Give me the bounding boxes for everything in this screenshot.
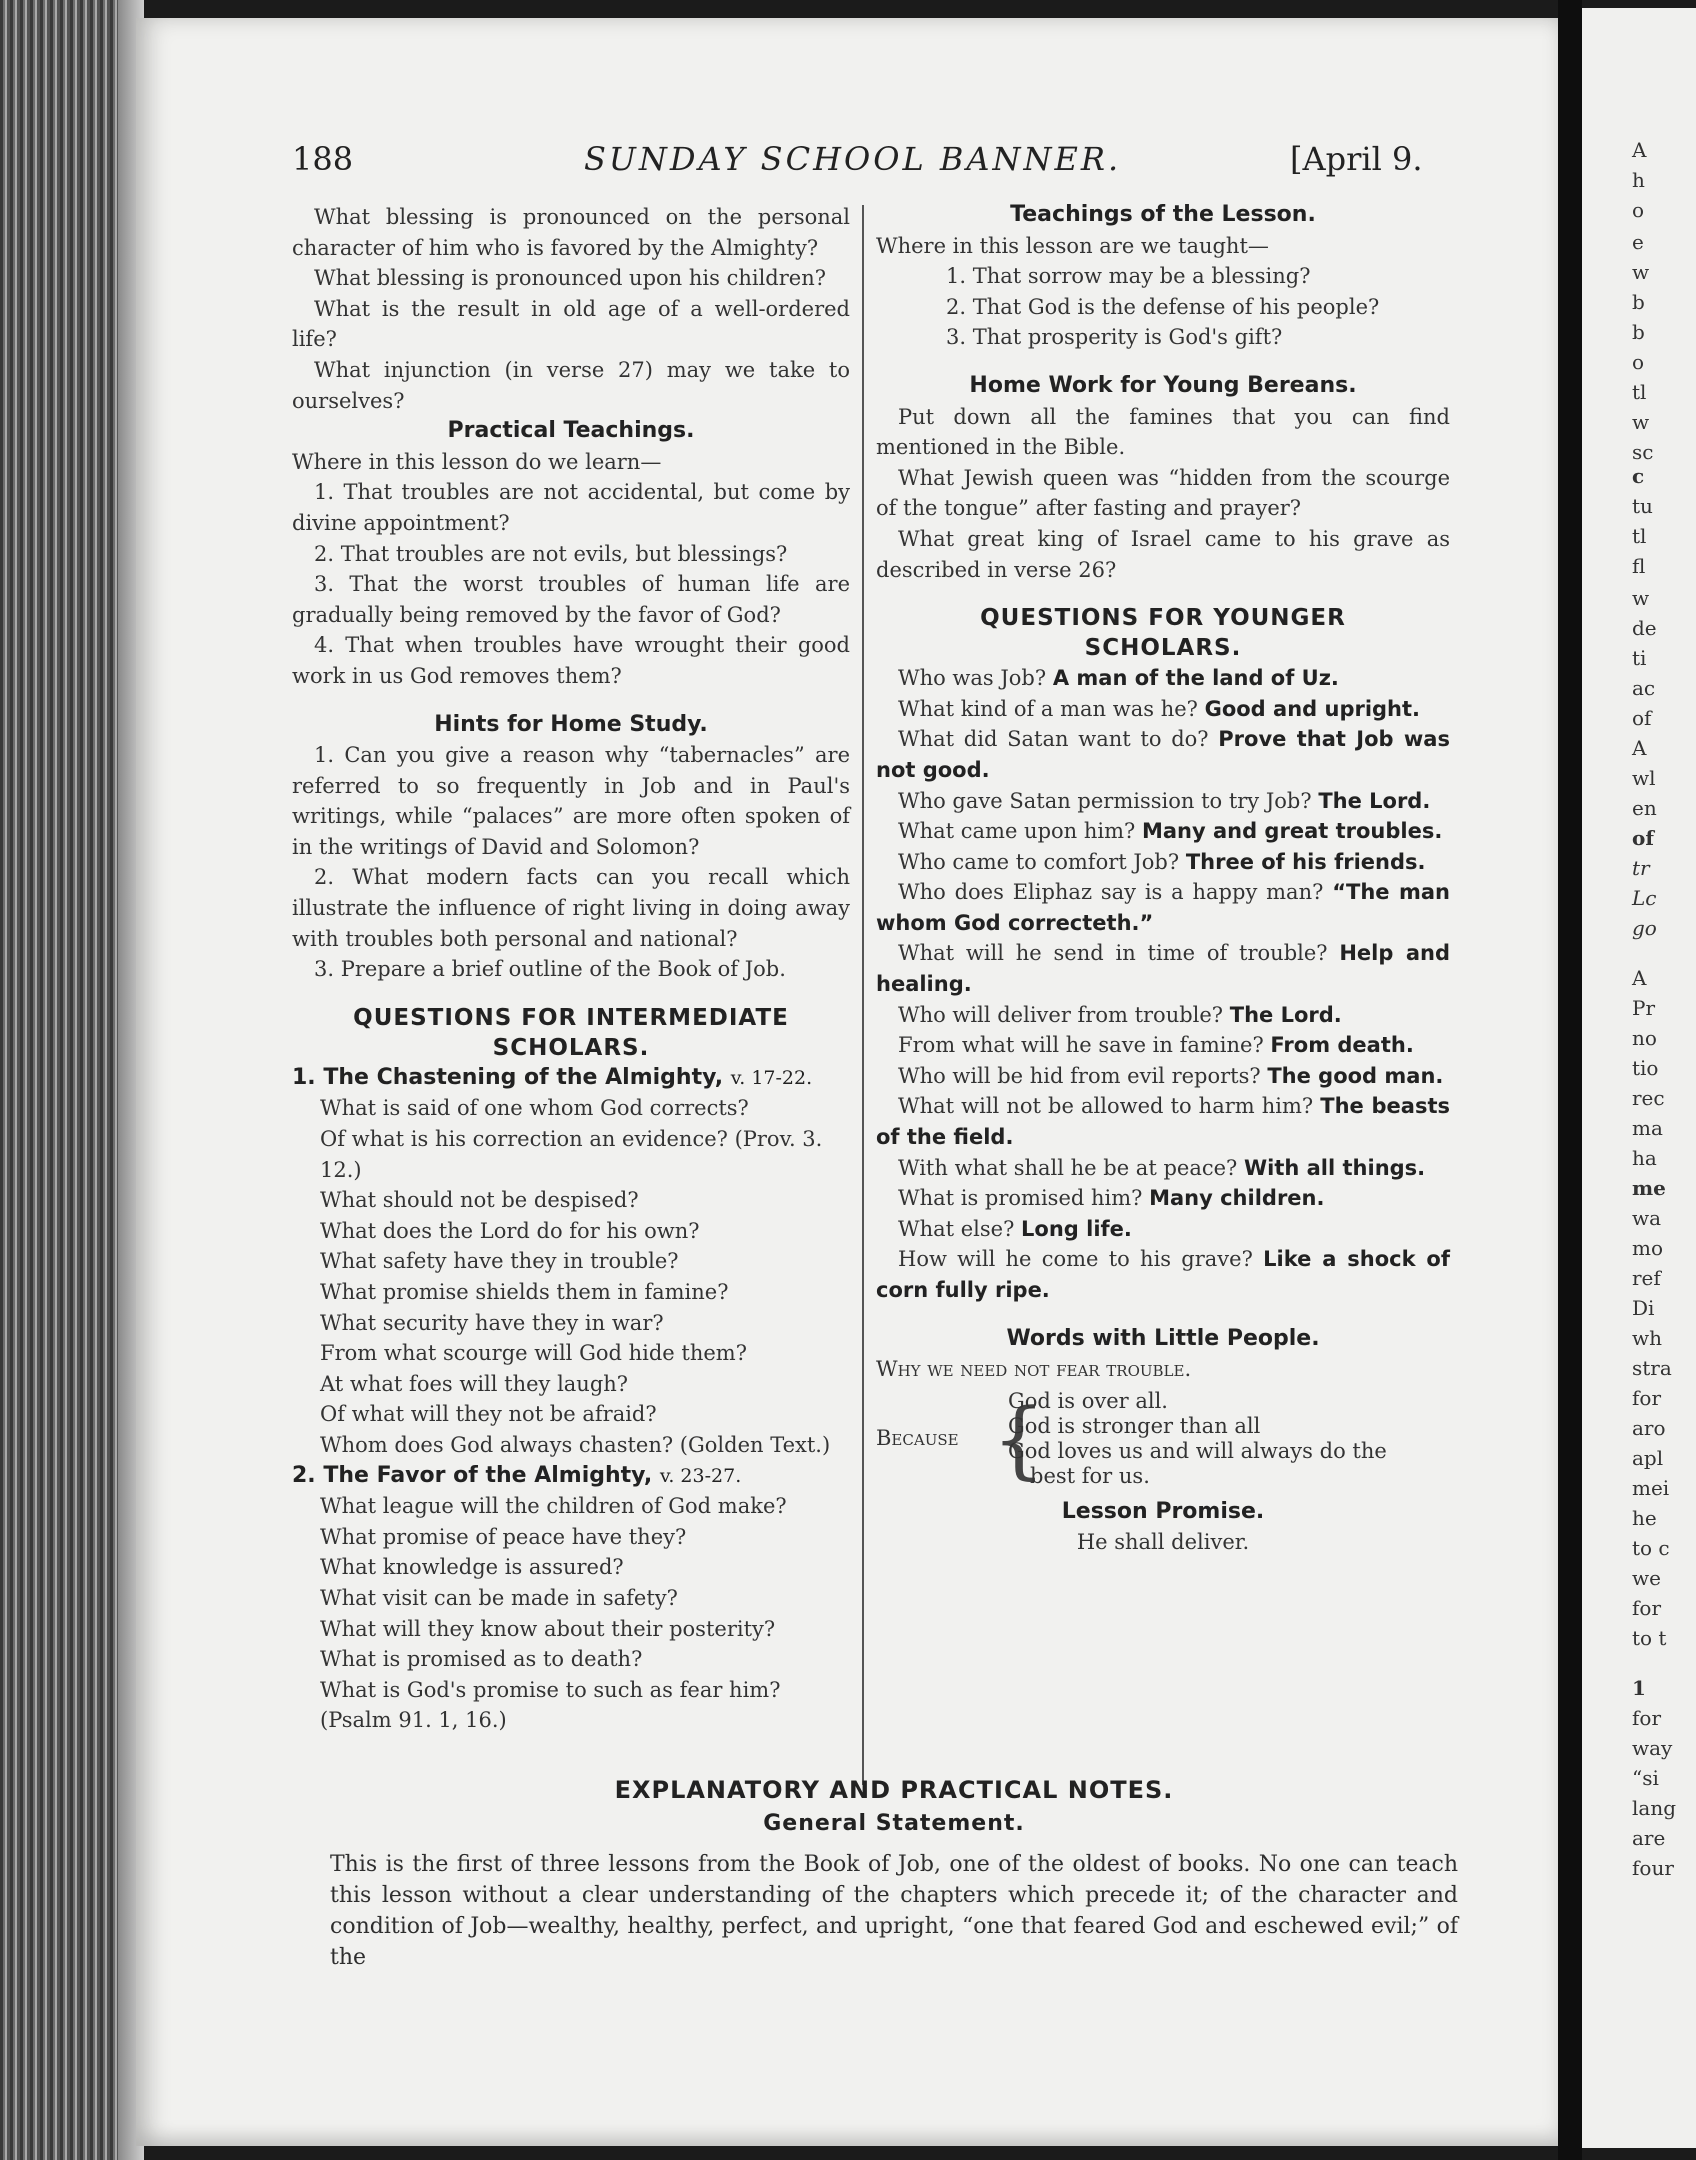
little-people-subhead: Why we need not fear trouble. xyxy=(876,1357,1192,1382)
younger-qa-item xyxy=(876,1091,1450,1152)
adjacent-page-fragment: b xyxy=(1632,290,1645,314)
notes-heading: EXPLANATORY AND PRACTICAL NOTES. xyxy=(614,1776,1174,1804)
adjacent-page-fragment: tu xyxy=(1632,494,1653,518)
because-reasons xyxy=(1008,1389,1450,1489)
adjacent-page-fragment: o xyxy=(1632,198,1645,222)
question-text: What is the result in old age of a well-ordered life? xyxy=(292,296,850,352)
practical-item: 2. That troubles are not evils, but blessings? xyxy=(314,541,788,566)
teachings-heading: Teachings of the Lesson. xyxy=(1010,202,1316,227)
adjacent-page-fragment: of xyxy=(1632,826,1654,850)
younger-answer: A man of the land of Uz. xyxy=(1052,666,1339,691)
younger-qa-item xyxy=(876,1000,1450,1031)
little-people-heading: Words with Little People. xyxy=(1006,1325,1320,1351)
intermediate-question: From what scourge will God hide them? xyxy=(320,1341,747,1366)
younger-question: How will he come to his grave? xyxy=(898,1247,1253,1272)
adjacent-page-fragment: mo xyxy=(1632,1236,1664,1260)
younger-qa-item xyxy=(876,1153,1450,1184)
younger-heading-line1: QUESTIONS FOR YOUNGER xyxy=(980,605,1346,632)
adjacent-page-fragment: ti xyxy=(1632,646,1647,670)
teachings-item: 1. That sorrow may be a blessing? xyxy=(946,264,1311,289)
younger-qa-item xyxy=(876,694,1450,725)
practical-item: 4. That when troubles have wrought their good work in us God removes them? xyxy=(292,633,850,688)
younger-answer: Many and great troubles. xyxy=(1141,819,1443,844)
practical-teachings-heading: Practical Teachings. xyxy=(447,418,695,444)
younger-qa-item xyxy=(876,877,1450,938)
adjacent-page-fragment: me xyxy=(1632,1176,1666,1200)
adjacent-page-fragment: for xyxy=(1632,1386,1662,1410)
intermediate-question: What promise of peace have they? xyxy=(320,1524,687,1549)
section1-ref: v. 17-22. xyxy=(730,1066,813,1089)
adjacent-page-fragment: wh xyxy=(1632,1326,1662,1350)
question-text: What injunction (in verse 27) may we take to ourselves? xyxy=(292,357,850,413)
intermediate-question: What promise shields them in famine? xyxy=(320,1280,729,1304)
younger-qa-item xyxy=(876,1183,1450,1214)
intermediate-question: What knowledge is assured? xyxy=(320,1555,624,1580)
lesson-promise-heading: Lesson Promise. xyxy=(1061,1498,1265,1524)
intermediate-heading-line2: SCHOLARS. xyxy=(492,1034,650,1061)
adjacent-page-fragment: go xyxy=(1632,916,1657,940)
younger-answer: Three of his friends. xyxy=(1185,849,1426,874)
intermediate-heading xyxy=(292,1003,850,1063)
adjacent-page-fragment: are xyxy=(1632,1826,1666,1850)
left-column xyxy=(292,202,850,1736)
adjacent-page-fragment: ac xyxy=(1632,676,1656,700)
intermediate-question: Of what is his correction an evidence? (Prov. 3. 12.) xyxy=(320,1127,823,1182)
because-label: Because xyxy=(876,1425,959,1450)
adjacent-page-fragment: tr xyxy=(1632,856,1650,880)
page-date: [April 9. xyxy=(1290,140,1423,178)
teachings-lead: Where in this lesson are we taught— xyxy=(876,233,1269,258)
question-text: What blessing is pronounced upon his children? xyxy=(314,266,826,291)
younger-question: Who will be hid from evil reports? xyxy=(898,1063,1261,1088)
section1-title-text: 1. The Chastening of the Almighty, xyxy=(292,1064,724,1090)
adjacent-page-fragment: we xyxy=(1632,1566,1661,1590)
younger-answer: Many children. xyxy=(1149,1186,1325,1211)
adjacent-page-fragment: of xyxy=(1632,706,1652,730)
hint-item: 1. Can you give a reason why “tabernacles” are referred to so frequently in Job and in Paul's writings, while “palaces” are more often spoken of in the writings of David and Solomon? xyxy=(292,743,850,859)
adjacent-page-fragment: wa xyxy=(1632,1206,1662,1230)
adjacent-page-fragment: mei xyxy=(1632,1476,1670,1500)
younger-question: Who will deliver from trouble? xyxy=(898,1002,1224,1027)
younger-qa-item xyxy=(876,1030,1450,1061)
section2-title xyxy=(292,1461,850,1492)
younger-heading-line2: SCHOLARS. xyxy=(1084,635,1242,662)
younger-question: Who does Eliphaz say is a happy man? xyxy=(898,880,1324,905)
intermediate-question: Of what will they not be afraid? xyxy=(320,1402,657,1427)
younger-qa-item xyxy=(876,724,1450,785)
intermediate-question: What safety have they in trouble? xyxy=(320,1249,679,1274)
younger-question: What came upon him? xyxy=(898,819,1136,844)
section2-title-text: 2. The Favor of the Almighty, xyxy=(292,1462,653,1488)
hint-item: 3. Prepare a brief outline of the Book of Job. xyxy=(314,957,786,982)
intermediate-question: Whom does God always chasten? (Golden Text.) xyxy=(320,1432,831,1457)
because-block xyxy=(876,1389,1450,1497)
younger-answer: The Lord. xyxy=(1318,788,1431,813)
hint-item: 2. What modern facts can you recall which illustrate the influence of right living in doing away with troubles both personal and national? xyxy=(292,865,850,951)
homework-heading: Home Work for Young Bereans. xyxy=(969,372,1357,398)
adjacent-page-fragment: Lc xyxy=(1632,886,1657,910)
adjacent-page-fragment: tl xyxy=(1632,380,1647,404)
intermediate-heading-line1: QUESTIONS FOR INTERMEDIATE xyxy=(353,1004,789,1031)
practical-lead: Where in this lesson do we learn— xyxy=(292,449,662,474)
section2-ref: v. 23-27. xyxy=(659,1464,742,1487)
notes-section xyxy=(330,1775,1458,1973)
adjacent-page-fragment: stra xyxy=(1632,1356,1672,1380)
reason-line: God is stronger than all xyxy=(1008,1413,1261,1438)
younger-answer: The beasts of the field. xyxy=(876,1094,1450,1150)
practical-item: 3. That the worst troubles of human life are gradually being removed by the favor of God? xyxy=(292,572,850,627)
adjacent-page-fragment: w xyxy=(1632,410,1650,434)
adjacent-page-fragment: en xyxy=(1632,796,1657,820)
page-gutter xyxy=(1558,0,1582,2160)
question-text: What blessing is pronounced on the personal character of him who is favored by the Almighty? xyxy=(292,205,850,260)
younger-answer: The good man. xyxy=(1267,1063,1444,1088)
reason-line: God loves us and will always do the xyxy=(1008,1438,1387,1463)
younger-question: What is promised him? xyxy=(898,1186,1143,1211)
adjacent-page-fragment: to c xyxy=(1632,1536,1670,1560)
adjacent-page-fragment: he xyxy=(1632,1506,1657,1530)
homework-item: What great king of Israel came to his grave as described in verse 26? xyxy=(876,526,1450,582)
adjacent-page-fragment: “si xyxy=(1632,1766,1659,1790)
adjacent-page-fragment: b xyxy=(1632,320,1645,344)
adjacent-page-fragment: for xyxy=(1632,1706,1662,1730)
adjacent-page-fragment: o xyxy=(1632,350,1645,374)
homework-item: What Jewish queen was “hidden from the scourge of the tongue” after fasting and prayer? xyxy=(876,465,1450,521)
intermediate-question: What should not be despised? xyxy=(320,1188,639,1213)
younger-answer: From death. xyxy=(1270,1033,1414,1058)
younger-answer: With all things. xyxy=(1243,1155,1426,1180)
reason-line: God is over all. xyxy=(1008,1388,1168,1413)
section1-title xyxy=(292,1063,850,1094)
adjacent-page-fragment: w xyxy=(1632,260,1650,284)
teachings-item: 3. That prosperity is God's gift? xyxy=(946,325,1283,350)
younger-answer: “The man whom God correcteth.” xyxy=(876,880,1450,935)
brace-icon: { xyxy=(992,1389,1046,1488)
reason-line: best for us. xyxy=(1030,1463,1150,1488)
younger-qa-item xyxy=(876,1244,1450,1305)
younger-answer: Like a shock of corn fully ripe. xyxy=(876,1247,1450,1302)
younger-qa-item xyxy=(876,816,1450,847)
younger-qa-item xyxy=(876,786,1450,817)
adjacent-page-fragment: ma xyxy=(1632,1116,1663,1140)
column-divider xyxy=(862,205,864,1785)
adjacent-page-fragment: c xyxy=(1632,464,1645,488)
adjacent-page-fragment: tio xyxy=(1632,1056,1659,1080)
adjacent-page-fragment: A xyxy=(1632,736,1647,760)
younger-question: What else? xyxy=(898,1216,1015,1241)
adjacent-page-fragment: for xyxy=(1632,1596,1662,1620)
hints-heading: Hints for Home Study. xyxy=(434,711,708,737)
running-title: SUNDAY SCHOOL BANNER. xyxy=(584,140,1122,178)
younger-question: Who gave Satan permission to try Job? xyxy=(898,788,1312,813)
intermediate-question: What security have they in war? xyxy=(320,1310,664,1335)
younger-question: Who came to comfort Job? xyxy=(898,849,1180,874)
adjacent-page-fragment: apl xyxy=(1632,1446,1664,1470)
adjacent-page-fragment: wl xyxy=(1632,766,1656,790)
page-number: 188 xyxy=(292,140,354,178)
younger-question: What will he send in time of trouble? xyxy=(898,941,1328,966)
adjacent-page-fragment: to t xyxy=(1632,1626,1667,1650)
younger-question: From what will he save in famine? xyxy=(898,1033,1264,1058)
adjacent-page-fragment: tl xyxy=(1632,524,1647,548)
intermediate-question: What visit can be made in safety? xyxy=(320,1585,678,1610)
adjacent-page-fragment: de xyxy=(1632,616,1657,640)
younger-answer: Good and upright. xyxy=(1204,696,1421,721)
younger-question: With what shall he be at peace? xyxy=(898,1155,1238,1180)
adjacent-page-fragment: lang xyxy=(1632,1796,1677,1820)
adjacent-page-fragment: way xyxy=(1632,1736,1673,1760)
younger-question: Who was Job? xyxy=(898,666,1047,691)
general-statement-heading: General Statement. xyxy=(763,1811,1025,1836)
younger-question: What will not be allowed to harm him? xyxy=(898,1094,1314,1119)
intermediate-question: What will they know about their posterity? xyxy=(320,1616,776,1641)
intermediate-question: What is God's promise to such as fear him? (Psalm 91. 1, 16.) xyxy=(320,1677,781,1733)
adjacent-page-fragment: Pr xyxy=(1632,996,1656,1020)
adjacent-page-fragment: four xyxy=(1632,1856,1674,1880)
younger-answer: Help and healing. xyxy=(876,941,1450,997)
younger-question: What did Satan want to do? xyxy=(898,727,1209,752)
adjacent-page-fragment: ha xyxy=(1632,1146,1657,1170)
adjacent-page-fragment: rec xyxy=(1632,1086,1665,1110)
practical-item: 1. That troubles are not accidental, but come by divine appointment? xyxy=(292,480,850,535)
younger-answer: Prove that Job was not good. xyxy=(876,727,1450,782)
adjacent-page-fragment: no xyxy=(1632,1026,1657,1050)
intermediate-question: What league will the children of God make? xyxy=(320,1494,787,1519)
adjacent-page-edge xyxy=(1582,8,1696,2148)
general-statement-text: This is the first of three lessons from the Book of Job, one of the oldest of books. No one can teach this lesson without a clear understanding of the chapters which precede it; of the character and condition of Job—wealthy, healthy, perfect, and upright, “one that feared God and eschewed evil;” of the xyxy=(330,1852,1458,1970)
younger-answer: The Lord. xyxy=(1229,1002,1342,1027)
teachings-item: 2. That God is the defense of his people? xyxy=(946,294,1380,319)
intermediate-question: What is said of one whom God corrects? xyxy=(320,1096,749,1121)
adjacent-page-fragment: Di xyxy=(1632,1296,1655,1320)
intermediate-question: At what foes will they laugh? xyxy=(320,1371,629,1396)
intermediate-question: What is promised as to death? xyxy=(320,1647,643,1672)
lesson-promise-text: He shall deliver. xyxy=(1076,1530,1250,1555)
adjacent-page-fragment: w xyxy=(1632,586,1650,610)
younger-qa-item xyxy=(876,847,1450,878)
younger-qa-item xyxy=(876,663,1450,694)
younger-qa-list xyxy=(876,663,1450,1305)
younger-qa-item xyxy=(876,938,1450,999)
adjacent-page-fragment: 1 xyxy=(1632,1676,1646,1700)
adjacent-page-fragment: A xyxy=(1632,966,1647,990)
adjacent-page-fragment: fl xyxy=(1632,554,1646,578)
younger-qa-item xyxy=(876,1061,1450,1092)
younger-heading xyxy=(876,603,1450,663)
adjacent-page-fragment: ref xyxy=(1632,1266,1661,1290)
younger-question: What kind of a man was he? xyxy=(898,696,1198,721)
younger-answer: Long life. xyxy=(1021,1216,1132,1241)
adjacent-page-fragment: A xyxy=(1632,138,1647,162)
adjacent-page-fragment: aro xyxy=(1632,1416,1666,1440)
adjacent-page-fragment: h xyxy=(1632,168,1645,192)
adjacent-page-fragment: sc xyxy=(1632,440,1654,464)
right-column xyxy=(876,200,1450,1558)
adjacent-page-fragment: e xyxy=(1632,230,1644,254)
younger-qa-item xyxy=(876,1214,1450,1245)
intermediate-question: What does the Lord do for his own? xyxy=(320,1218,700,1243)
homework-item: Put down all the famines that you can find mentioned in the Bible. xyxy=(876,404,1450,460)
